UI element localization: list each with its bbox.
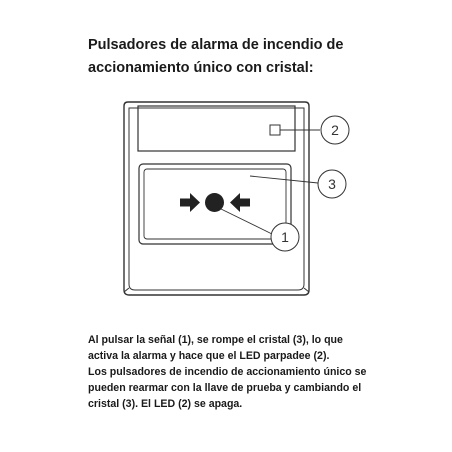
caption-line-1: Al pulsar la señal (1), se rompe el cristal (3), lo que [88,334,343,346]
title-line-2: accionamiento único con cristal: [88,60,314,76]
callout-1-label: 1 [281,229,289,245]
callout-3 [318,170,346,198]
callout-2-label: 2 [331,122,339,138]
callout-1 [271,223,299,251]
callout-2 [321,116,349,144]
left-arrow-icon [230,193,250,212]
caption-line-3: Los pulsadores de incendio de accionamiento único se [88,366,367,378]
caption-line-4: pueden rearmar con la llave de prueba y cambiando el [88,382,362,394]
leader-lines [221,130,320,234]
caption-line-5: cristal (3). El LED (2) se apaga. [88,398,243,410]
description-text [88,332,428,412]
title-line-1: Pulsadores de alarma de incendio de [88,37,344,53]
right-arrow-icon [180,193,200,212]
led-indicator [270,125,280,135]
caption-line-2: activa la alarma y hace que el LED parpadee (2). [88,350,330,362]
callout-3-label: 3 [328,176,336,192]
